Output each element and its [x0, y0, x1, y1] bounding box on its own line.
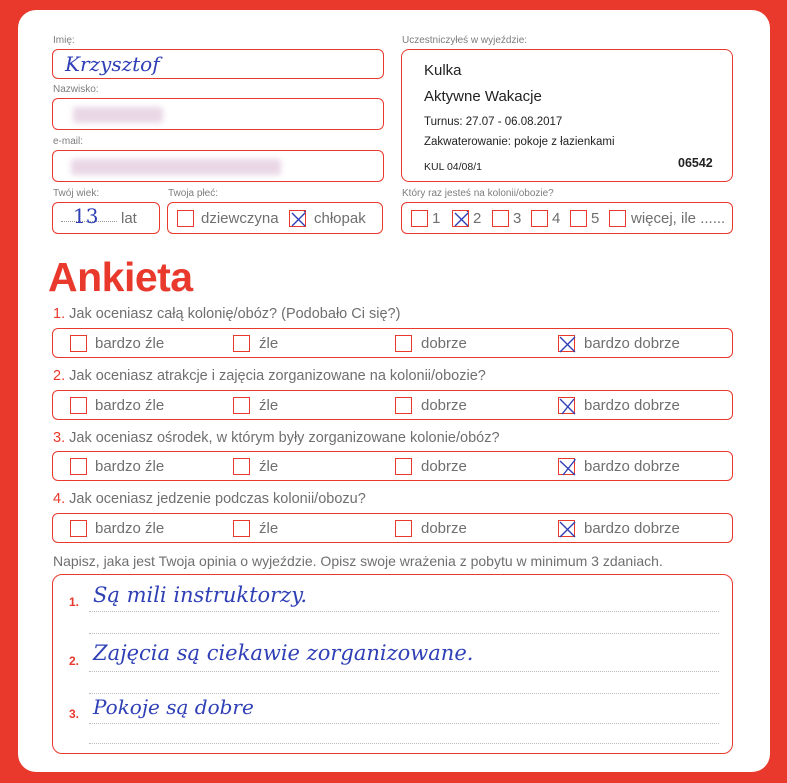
question-4 [53, 491, 366, 507]
question-3-text: Jak oceniasz ośrodek, w którym były zorganizowane kolonie/obóz? [69, 430, 500, 446]
q2-bardzo-zle-label: bardzo źle [95, 397, 165, 414]
q2-bardzo-zle-checkbox[interactable] [70, 397, 87, 414]
opinion-box[interactable] [52, 574, 733, 754]
check-mark-icon [290, 211, 307, 228]
age-unit: lat [121, 210, 137, 227]
times-more-checkbox[interactable] [609, 210, 626, 227]
first-name-field[interactable] [52, 49, 384, 79]
q2-zle-label: źle [259, 397, 279, 414]
accommodation-label: Zakwaterowanie: [424, 136, 511, 148]
question-4-text: Jak oceniasz jedzenie podczas kolonii/obozu? [69, 491, 366, 507]
q3-bardzo-zle-checkbox[interactable] [70, 458, 87, 475]
opinion-line-3-number: 3. [69, 707, 80, 721]
check-mark-icon [559, 521, 576, 538]
q2-zle-checkbox[interactable] [233, 397, 250, 414]
check-mark-icon [559, 459, 576, 476]
q2-bardzo-dobrze-checkbox[interactable] [558, 397, 575, 414]
opinion-prompt: Napisz, jaka jest Twoja opinia o wyjeździe. Opisz swoje wrażenia z pobytu w minimum 3 zdaniach. [53, 553, 663, 569]
gender-field [167, 202, 383, 234]
q1-bardzo-zle-checkbox[interactable] [70, 335, 87, 352]
q4-dobrze-checkbox[interactable] [395, 520, 412, 537]
question-1 [53, 306, 400, 322]
times-3-label: 3 [513, 210, 522, 227]
times-4-label: 4 [552, 210, 561, 227]
q3-bardzo-dobrze-checkbox[interactable] [558, 458, 575, 475]
question-3-answers [52, 451, 733, 481]
writing-line [89, 693, 719, 694]
q4-zle-checkbox[interactable] [233, 520, 250, 537]
trip-number: 06542 [678, 156, 713, 170]
times-2-checkbox[interactable] [452, 210, 469, 227]
gender-girl-label: dziewczyna [201, 210, 279, 227]
first-name-value: Krzysztof [65, 52, 160, 76]
trip-box [401, 49, 733, 182]
question-2-text: Jak oceniasz atrakcje i zajęcia zorganizowane na kolonii/obozie? [69, 368, 486, 384]
redacted-email [71, 159, 281, 175]
q4-zle-label: źle [259, 520, 279, 537]
email-label: e-mail: [53, 136, 84, 147]
writing-line [89, 611, 719, 612]
question-1-text: Jak oceniasz całą kolonię/obóz? (Podobało Ci się?) [69, 306, 401, 322]
writing-line [89, 743, 719, 744]
trip-turnus [424, 116, 562, 128]
q1-dobrze-label: dobrze [421, 335, 467, 352]
age-value: 13 [73, 204, 99, 228]
q4-dobrze-label: dobrze [421, 520, 467, 537]
times-label: Który raz jesteś na kolonii/obozie? [402, 188, 554, 199]
q1-bardzo-zle-label: bardzo źle [95, 335, 165, 352]
q3-bardzo-zle-label: bardzo źle [95, 458, 165, 475]
q2-bardzo-dobrze-label: bardzo dobrze [584, 397, 680, 414]
writing-line [89, 723, 719, 724]
gender-label: Twoja płeć: [168, 188, 219, 199]
opinion-line-1-number: 1. [69, 595, 80, 609]
question-4-number: 4. [53, 491, 66, 507]
question-2 [53, 368, 486, 384]
times-1-checkbox[interactable] [411, 210, 428, 227]
redacted-last-name [73, 107, 163, 123]
q3-zle-checkbox[interactable] [233, 458, 250, 475]
survey-title: Ankieta [48, 254, 193, 300]
question-2-number: 2. [53, 368, 66, 384]
q2-dobrze-checkbox[interactable] [395, 397, 412, 414]
q4-bardzo-zle-label: bardzo źle [95, 520, 165, 537]
q1-zle-checkbox[interactable] [233, 335, 250, 352]
times-2-label: 2 [473, 210, 482, 227]
email-field[interactable] [52, 150, 384, 182]
opinion-line-2-text: Zajęcia są ciekawie zorganizowane. [93, 641, 474, 665]
trip-accommodation [424, 136, 615, 148]
q1-dobrze-checkbox[interactable] [395, 335, 412, 352]
opinion-line-1-text: Są mili instruktorzy. [93, 583, 307, 607]
trip-name: Kulka [424, 62, 462, 79]
age-field[interactable] [52, 202, 160, 234]
gender-boy-label: chłopak [314, 210, 366, 227]
accommodation-value: pokoje z łazienkami [514, 136, 615, 148]
question-3-number: 3. [53, 430, 66, 446]
check-mark-icon [453, 211, 470, 228]
q4-bardzo-zle-checkbox[interactable] [70, 520, 87, 537]
turnus-value: 27.07 - 06.08.2017 [465, 116, 563, 128]
question-3 [53, 430, 500, 446]
times-1-label: 1 [432, 210, 441, 227]
question-1-number: 1. [53, 306, 66, 322]
q1-bardzo-dobrze-checkbox[interactable] [558, 335, 575, 352]
q4-bardzo-dobrze-checkbox[interactable] [558, 520, 575, 537]
times-5-label: 5 [591, 210, 600, 227]
trip-label: Uczestniczyłeś w wyjeździe: [402, 35, 528, 46]
trip-code: KUL 04/08/1 [424, 161, 482, 173]
times-3-checkbox[interactable] [492, 210, 509, 227]
opinion-line-3-text: Pokoje są dobre [93, 695, 254, 719]
writing-line [89, 633, 719, 634]
last-name-field[interactable] [52, 98, 384, 130]
last-name-label: Nazwisko: [53, 84, 99, 95]
times-4-checkbox[interactable] [531, 210, 548, 227]
question-2-answers [52, 390, 733, 420]
q3-dobrze-label: dobrze [421, 458, 467, 475]
trip-program: Aktywne Wakacje [424, 88, 542, 105]
opinion-line-2-number: 2. [69, 654, 80, 668]
writing-line [89, 671, 719, 672]
question-4-answers [52, 513, 733, 543]
gender-girl-checkbox[interactable] [177, 210, 194, 227]
q1-zle-label: źle [259, 335, 279, 352]
q3-bardzo-dobrze-label: bardzo dobrze [584, 458, 680, 475]
check-mark-icon [559, 336, 576, 353]
times-5-checkbox[interactable] [570, 210, 587, 227]
first-name-label: Imię: [53, 35, 75, 46]
times-field [401, 202, 733, 234]
gender-boy-checkbox[interactable] [289, 210, 306, 227]
times-more-label: więcej, ile ...... [631, 210, 726, 227]
check-mark-icon [559, 398, 576, 415]
survey-sheet [18, 10, 770, 772]
q3-zle-label: źle [259, 458, 279, 475]
q3-dobrze-checkbox[interactable] [395, 458, 412, 475]
q4-bardzo-dobrze-label: bardzo dobrze [584, 520, 680, 537]
q1-bardzo-dobrze-label: bardzo dobrze [584, 335, 680, 352]
q2-dobrze-label: dobrze [421, 397, 467, 414]
question-1-answers [52, 328, 733, 358]
age-label: Twój wiek: [53, 188, 100, 199]
turnus-label: Turnus: [424, 116, 463, 128]
